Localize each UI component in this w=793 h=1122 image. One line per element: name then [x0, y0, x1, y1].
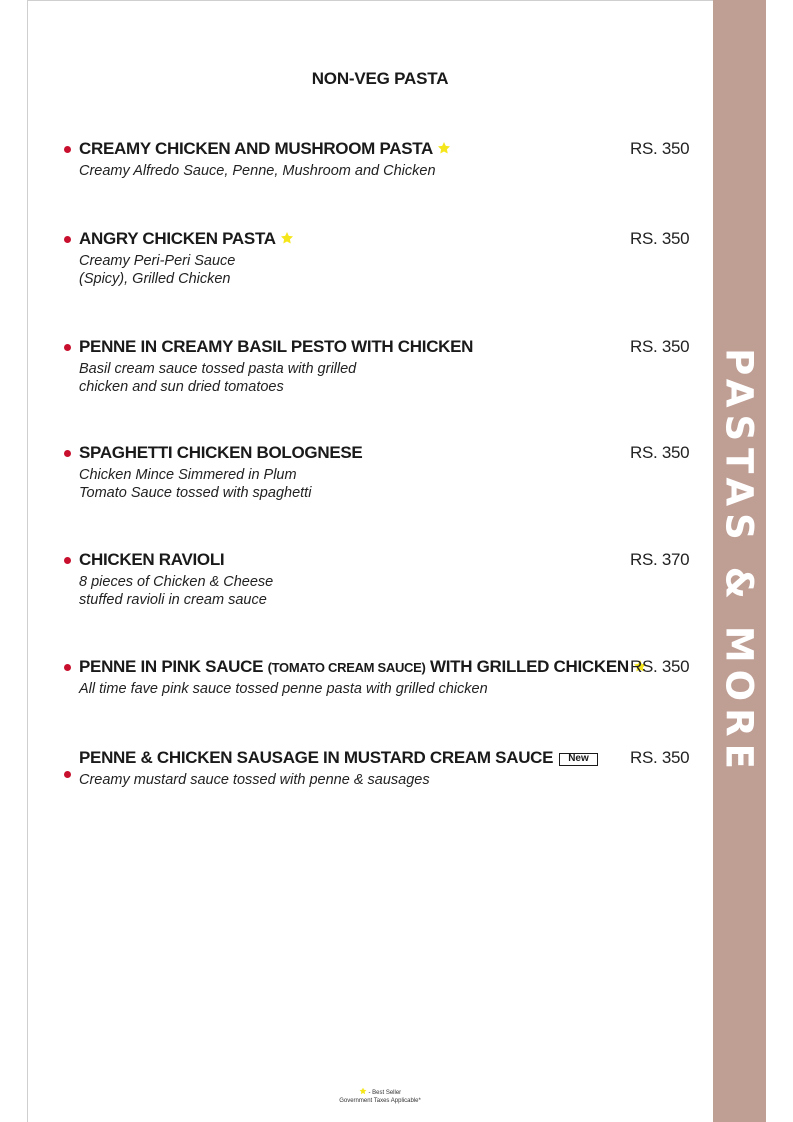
item-name-text: ANGRY CHICKEN PASTA	[79, 229, 276, 248]
item-description: Creamy Peri-Peri Sauce (Spicy), Grilled Chicken	[79, 253, 236, 287]
best-seller-star-icon	[359, 1087, 367, 1095]
item-description: Chicken Mince Simmered in Plum Tomato Sauce tossed with spaghetti	[79, 467, 312, 501]
item-name	[79, 139, 451, 159]
footer	[0, 1087, 760, 1105]
best-seller-star-icon	[437, 141, 451, 155]
item-name-text: PENNE IN CREAMY BASIL PESTO WITH CHICKEN	[79, 337, 474, 356]
item-name	[79, 337, 473, 357]
item-name-text: PENNE IN PINK SAUCE	[79, 657, 268, 676]
item-name-text: PENNE & CHICKEN SAUSAGE IN MUSTARD CREAM SAUCE	[79, 748, 554, 767]
item-name-text: CREAMY CHICKEN AND MUSHROOM PASTA	[79, 139, 434, 158]
item-name-text: SPAGHETTI CHICKEN BOLOGNESE	[79, 443, 363, 462]
item-description: Creamy mustard sauce tossed with penne & sausages	[79, 772, 430, 788]
bullet-icon	[64, 557, 71, 564]
bullet-icon	[64, 344, 71, 351]
item-description: All time fave pink sauce tossed penne pasta with grilled chicken	[79, 681, 488, 697]
section-title: NON-VEG PASTA	[311, 69, 449, 88]
item-name	[79, 550, 224, 570]
item-description: Creamy Alfredo Sauce, Penne, Mushroom and Chicken	[79, 163, 436, 179]
new-badge: New	[559, 753, 598, 766]
item-price: RS. 350	[630, 657, 690, 676]
item-description: 8 pieces of Chicken & Cheese stuffed ravioli in cream sauce	[79, 574, 274, 608]
item-price: RS. 350	[630, 337, 690, 356]
bullet-icon	[64, 236, 71, 243]
item-name	[79, 443, 362, 463]
item-name-text: CHICKEN RAVIOLI	[79, 550, 225, 569]
item-name	[79, 748, 598, 768]
footer-legend-text: - Best Seller	[366, 1090, 402, 1096]
bullet-icon	[64, 664, 71, 671]
item-name-text: WITH GRILLED CHICKEN	[425, 657, 629, 676]
item-price: RS. 350	[630, 229, 690, 248]
item-name	[79, 229, 294, 249]
bullet-icon	[64, 450, 71, 457]
item-name	[79, 657, 647, 678]
footer-legend	[0, 1087, 760, 1097]
page-border-top	[27, 0, 713, 1]
side-title: PASTAS & MORE	[717, 348, 761, 776]
item-price: RS. 370	[630, 550, 690, 569]
bullet-icon	[64, 771, 71, 778]
item-name-parenthetical: (TOMATO CREAM SAUCE)	[267, 660, 426, 675]
best-seller-star-icon	[280, 231, 294, 245]
footer-taxes: Government Taxes Applicable*	[339, 1098, 421, 1104]
item-price: RS. 350	[630, 139, 690, 158]
item-price: RS. 350	[630, 748, 690, 767]
item-price: RS. 350	[630, 443, 690, 462]
bullet-icon	[64, 146, 71, 153]
item-description: Basil cream sauce tossed pasta with grilled chicken and sun dried tomatoes	[79, 361, 357, 395]
page-border-left	[27, 0, 28, 1122]
